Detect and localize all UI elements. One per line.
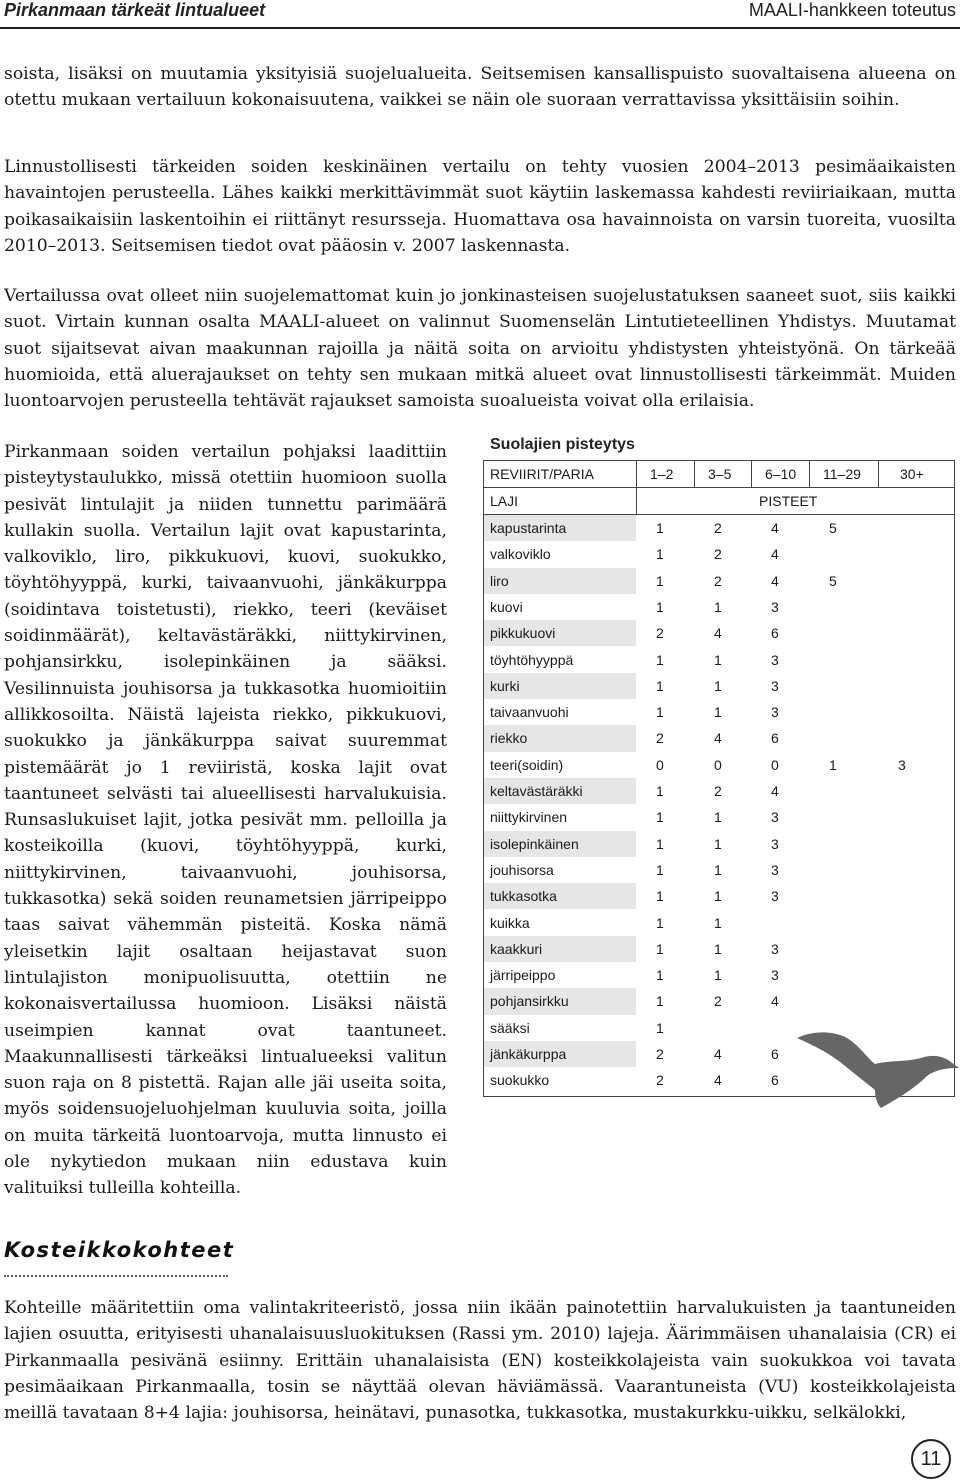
- curlew-silhouette-icon: [795, 1018, 960, 1113]
- table-subheader-row: [484, 488, 954, 514]
- score-cell: 1: [656, 1019, 664, 1036]
- table-row-scores: [484, 752, 954, 778]
- score-cell: 1: [656, 967, 664, 984]
- species-name: kapustarinta: [490, 520, 567, 536]
- score-cell: 1: [714, 861, 722, 878]
- column-divider: [636, 488, 637, 514]
- score-cell: 1: [656, 861, 664, 878]
- table-row-scores: [484, 568, 954, 594]
- score-cell: 3: [771, 651, 779, 668]
- score-cell: 1: [656, 809, 664, 826]
- score-cell: 3: [771, 835, 779, 852]
- score-cell: 1: [656, 993, 664, 1010]
- species-name: keltavästäräkki: [490, 783, 583, 799]
- score-cell: 1: [656, 572, 664, 589]
- table-row-scores: [484, 962, 954, 988]
- score-cell: 2: [656, 1046, 664, 1062]
- score-cell: 1: [656, 914, 664, 931]
- score-cell: 1: [714, 967, 722, 984]
- score-cell: 5: [829, 572, 837, 589]
- score-cell: 4: [714, 730, 722, 747]
- score-cell: 2: [656, 1072, 664, 1089]
- section-title: Kosteikkokohteet: [4, 1238, 235, 1262]
- species-name: liro: [490, 572, 509, 589]
- page-header: [0, 0, 960, 28]
- species-name: riekko: [490, 730, 528, 747]
- species-name: järripeippo: [490, 967, 556, 984]
- species-name: töyhtöhyyppä: [490, 651, 574, 668]
- species-name: pikkukuovi: [490, 625, 556, 642]
- score-cell: 4: [771, 546, 779, 563]
- table-row-scores: [484, 647, 954, 673]
- body-paragraph-4: Kohteille määritettiin oma valintakriteeristö, jossa niin ikään painotettiin harvalukuisten ja taantuneiden lajien osuutta, erityisesti uhanalaisuusluokituksen (Rassi ym. 2010) lajeja. Äärimmäisen uhanalaisia (CR) ei Pirkanmaalla pesivänä esiinny. Erittäin uhanalaisista (EN) kosteikkolajeista vain suokukkoa voi tavata pesimäaikaan Pirkanmaalla, tosin se näyttää olevan häviämässä. Vaarantuneista (VU) kosteikkolajeista meillä tavataan 8+4 lajia: jouhisorsa, heinätavi, punasotka, tukkasotka, mustakurkku-uikku, selkälokki,: [4, 1298, 956, 1424]
- table-row-scores: [484, 988, 954, 1014]
- section-title-divider: [4, 1275, 228, 1277]
- species-name: kuikka: [490, 914, 530, 931]
- table-row-scores: [484, 857, 954, 883]
- score-cell: 3: [771, 940, 779, 957]
- score-cell: 2: [656, 625, 664, 642]
- header-publication-title: Pirkanmaan tärkeät lintualueet: [4, 0, 266, 20]
- table-row-scores: [484, 831, 954, 857]
- range-header: 1–2: [650, 466, 674, 482]
- score-cell: 3: [771, 888, 779, 905]
- range-header: 30+: [900, 466, 924, 482]
- score-cell: 1: [714, 914, 722, 931]
- table-row-scores: [484, 883, 954, 909]
- score-cell: 1: [656, 940, 664, 957]
- score-cell: 4: [714, 1072, 722, 1089]
- score-cell: 6: [771, 1072, 779, 1089]
- score-cell: 1: [714, 835, 722, 852]
- score-cell: 4: [714, 1046, 722, 1062]
- score-cell: 2: [714, 993, 722, 1010]
- score-cell: 3: [771, 677, 779, 694]
- species-name: valkoviklo: [490, 546, 551, 563]
- score-cell: 5: [829, 520, 837, 536]
- score-cell: 3: [771, 967, 779, 984]
- table-row-scores: [484, 594, 954, 620]
- header-divider: [0, 27, 960, 29]
- species-name: jänkäkurppa: [490, 1046, 567, 1062]
- score-cell: 0: [771, 756, 779, 773]
- species-name: kurki: [490, 677, 520, 694]
- score-cell: 6: [771, 625, 779, 642]
- score-cell: 1: [829, 756, 837, 773]
- score-cell: 4: [771, 572, 779, 589]
- range-header: 11–29: [823, 466, 861, 482]
- species-name: suokukko: [490, 1072, 550, 1089]
- score-cell: 4: [771, 993, 779, 1010]
- score-cell: 2: [714, 783, 722, 799]
- table-row-scores: [484, 699, 954, 725]
- species-name: tukkasotka: [490, 888, 557, 905]
- table-row-scores: [484, 515, 954, 541]
- page-number: 11: [911, 1439, 951, 1479]
- score-cell: 1: [714, 888, 722, 905]
- table-row-scores: [484, 620, 954, 646]
- table-row-scores: [484, 936, 954, 962]
- species-name: isolepinkäinen: [490, 835, 579, 852]
- species-name: teeri(soidin): [490, 756, 564, 773]
- range-header: 3–5: [708, 466, 732, 482]
- left-column-paragraph: Pirkanmaan soiden vertailun pohjaksi laadittiin pisteytystaulukko, missä otettiin huomioon suolla pesivät lintulajit ja niiden tunnettu parimäärä kullakin suolla. Vertailun lajit ovat kapustarinta, valkoviklo, liro, pikkukuovi, kuovi, suokukko, töyhtöhyyppä, kurki, taivaanvuohi, jänkäkurppa (soidintava toistetusti), riekko, teeri (keväiset soidinmäärät), keltavästäräkki, niittykirvinen, pohjansirkku, isolepinkäinen ja sääksi. Vesilinnuista jouhisorsa ja tukkasotka huomioitiin allikkosoilta. Näistä lajeista riekko, pikkukuovi, suokukko ja jänkäkurppa saivat suuremmat pistemäärät jo 1 reviiristä, koska lajit ovat taantuneet selvästi tai alueellisesti harvalukuisia. Runsaslukuiset lajit, jotka pesivät mm. pelloilla ja kosteikoilla (kuovi, töyhtöhyyppä, kurki, niittykirvinen, taivaanvuohi, jouhisorsa, tukkasotka) sekä soiden reunametsien järripeippo taas saivat vähemmän pisteitä. Koska nämä yleisetkin lajit osaltaan heijastavat suon lintulajiston monipuolisuutta, otettiin ne kokonaisvertailussa huomioon. Lisäksi näistä useimpien kannat ovat taantuneet. Maakunnallisesti tärkeäksi lintualueeksi valitun suon raja on 8 pistettä. Rajan alle jäi useita soita, myös soidensuojeluohjelman kuuluvia soita, joilla on muita tärkeitä luontoarvoja, mutta linnusto ei ole nykytiedon mukaan niin edustava kuin valituiksi tulleilla kohteilla.: [4, 442, 447, 1199]
- score-cell: 1: [714, 677, 722, 694]
- score-cell: 3: [771, 598, 779, 615]
- table-title: Suolajien pisteytys: [490, 436, 635, 453]
- table-row-scores: [484, 778, 954, 804]
- species-name: kuovi: [490, 598, 523, 615]
- score-cell: 1: [656, 651, 664, 668]
- score-cell: 6: [771, 1046, 779, 1062]
- score-cell: 0: [714, 756, 722, 773]
- score-cell: 1: [714, 651, 722, 668]
- range-header: 6–10: [765, 466, 797, 482]
- score-cell: 1: [714, 598, 722, 615]
- score-cell: 4: [714, 625, 722, 642]
- score-cell: 0: [656, 756, 664, 773]
- column-divider: [809, 461, 810, 487]
- column-divider: [694, 461, 695, 487]
- score-cell: 1: [656, 546, 664, 563]
- species-name: jouhisorsa: [490, 861, 554, 878]
- table-row-scores: [484, 910, 954, 936]
- species-name: sääksi: [490, 1019, 530, 1036]
- score-cell: 3: [771, 704, 779, 721]
- score-cell: 3: [898, 756, 906, 773]
- species-name: taivaanvuohi: [490, 704, 569, 721]
- table-row-scores: [484, 804, 954, 830]
- body-paragraph-2: Linnustollisesti tärkeiden soiden keskinäinen vertailu on tehty vuosien 2004–2013 pesimäaikaisten havaintojen perusteella. Lähes kaikki merkittävimmät suot käytiin laskemassa kahdesti reviiriaikaan, mutta poikasaikaisiin laskentoihin ei riittänyt resursseja. Huomattava osa havainnoista on varsin tuoreita, vuosilta 2010–2013. Seitsemisen tiedot ovat pääosin v. 2007 laskennasta.: [4, 157, 956, 256]
- score-cell: 2: [714, 520, 722, 536]
- score-cell: 6: [771, 730, 779, 747]
- column-divider: [636, 461, 637, 487]
- species-score-table: [483, 460, 955, 1097]
- score-cell: 2: [714, 546, 722, 563]
- score-cell: 1: [714, 809, 722, 826]
- score-cell: 1: [656, 598, 664, 615]
- score-cell: 1: [656, 835, 664, 852]
- score-cell: 2: [656, 730, 664, 747]
- header-project-title: MAALI-hankkeen toteutus: [748, 0, 956, 20]
- table-header-row: [484, 461, 954, 487]
- species-name: niittykirvinen: [490, 809, 568, 826]
- score-cell: 1: [656, 520, 664, 536]
- species-name: kaakkuri: [490, 940, 543, 957]
- score-cell: 1: [656, 783, 664, 799]
- score-cell: 2: [714, 572, 722, 589]
- score-cell: 1: [714, 940, 722, 957]
- body-paragraph-1: soista, lisäksi on muutamia yksityisiä suojelualueita. Seitsemisen kansallispuisto suovaltaisena alueena on otettu mukaan vertailuun kokonaisuutena, vaikkei se näin ole suoraan verrattavissa yksittäisiin soihin.: [4, 64, 956, 111]
- score-cell: 1: [656, 704, 664, 721]
- column-divider: [878, 461, 879, 487]
- species-column-label: LAJI: [490, 493, 519, 509]
- score-cell: 1: [714, 704, 722, 721]
- score-cell: 1: [656, 677, 664, 694]
- species-name: pohjansirkku: [490, 993, 569, 1010]
- body-paragraph-3: Vertailussa ovat olleet niin suojelemattomat kuin jo jonkinasteisen suojelustatuksen saaneet suot, siis kaikki suot. Virtain kunnan osalta MAALI-alueet on valinnut Suomenselän Lintutieteellinen Yhdistys. Muutamat suot sijaitsevat aivan maakunnan rajoilla ja näitä soita on arvioitu yhdistysten yhteistyönä. On tärkeää huomioida, että aluerajaukset on tehty sen mukaan mitkä alueet ovat linnustollisesti tärkeimmät. Muiden luontoarvojen perusteella tehtävät rajaukset samoista suoalueista voivat olla erilaisia.: [4, 286, 956, 412]
- score-cell: 1: [656, 888, 664, 905]
- points-column-label: PISTEET: [759, 493, 818, 509]
- table-row-scores: [484, 673, 954, 699]
- header-label: REVIIRIT/PARIA: [490, 466, 594, 482]
- score-cell: 3: [771, 809, 779, 826]
- score-cell: 4: [771, 520, 779, 536]
- column-divider: [751, 461, 752, 487]
- table-row-scores: [484, 541, 954, 567]
- score-cell: 4: [771, 783, 779, 799]
- table-row-scores: [484, 725, 954, 751]
- score-cell: 3: [771, 861, 779, 878]
